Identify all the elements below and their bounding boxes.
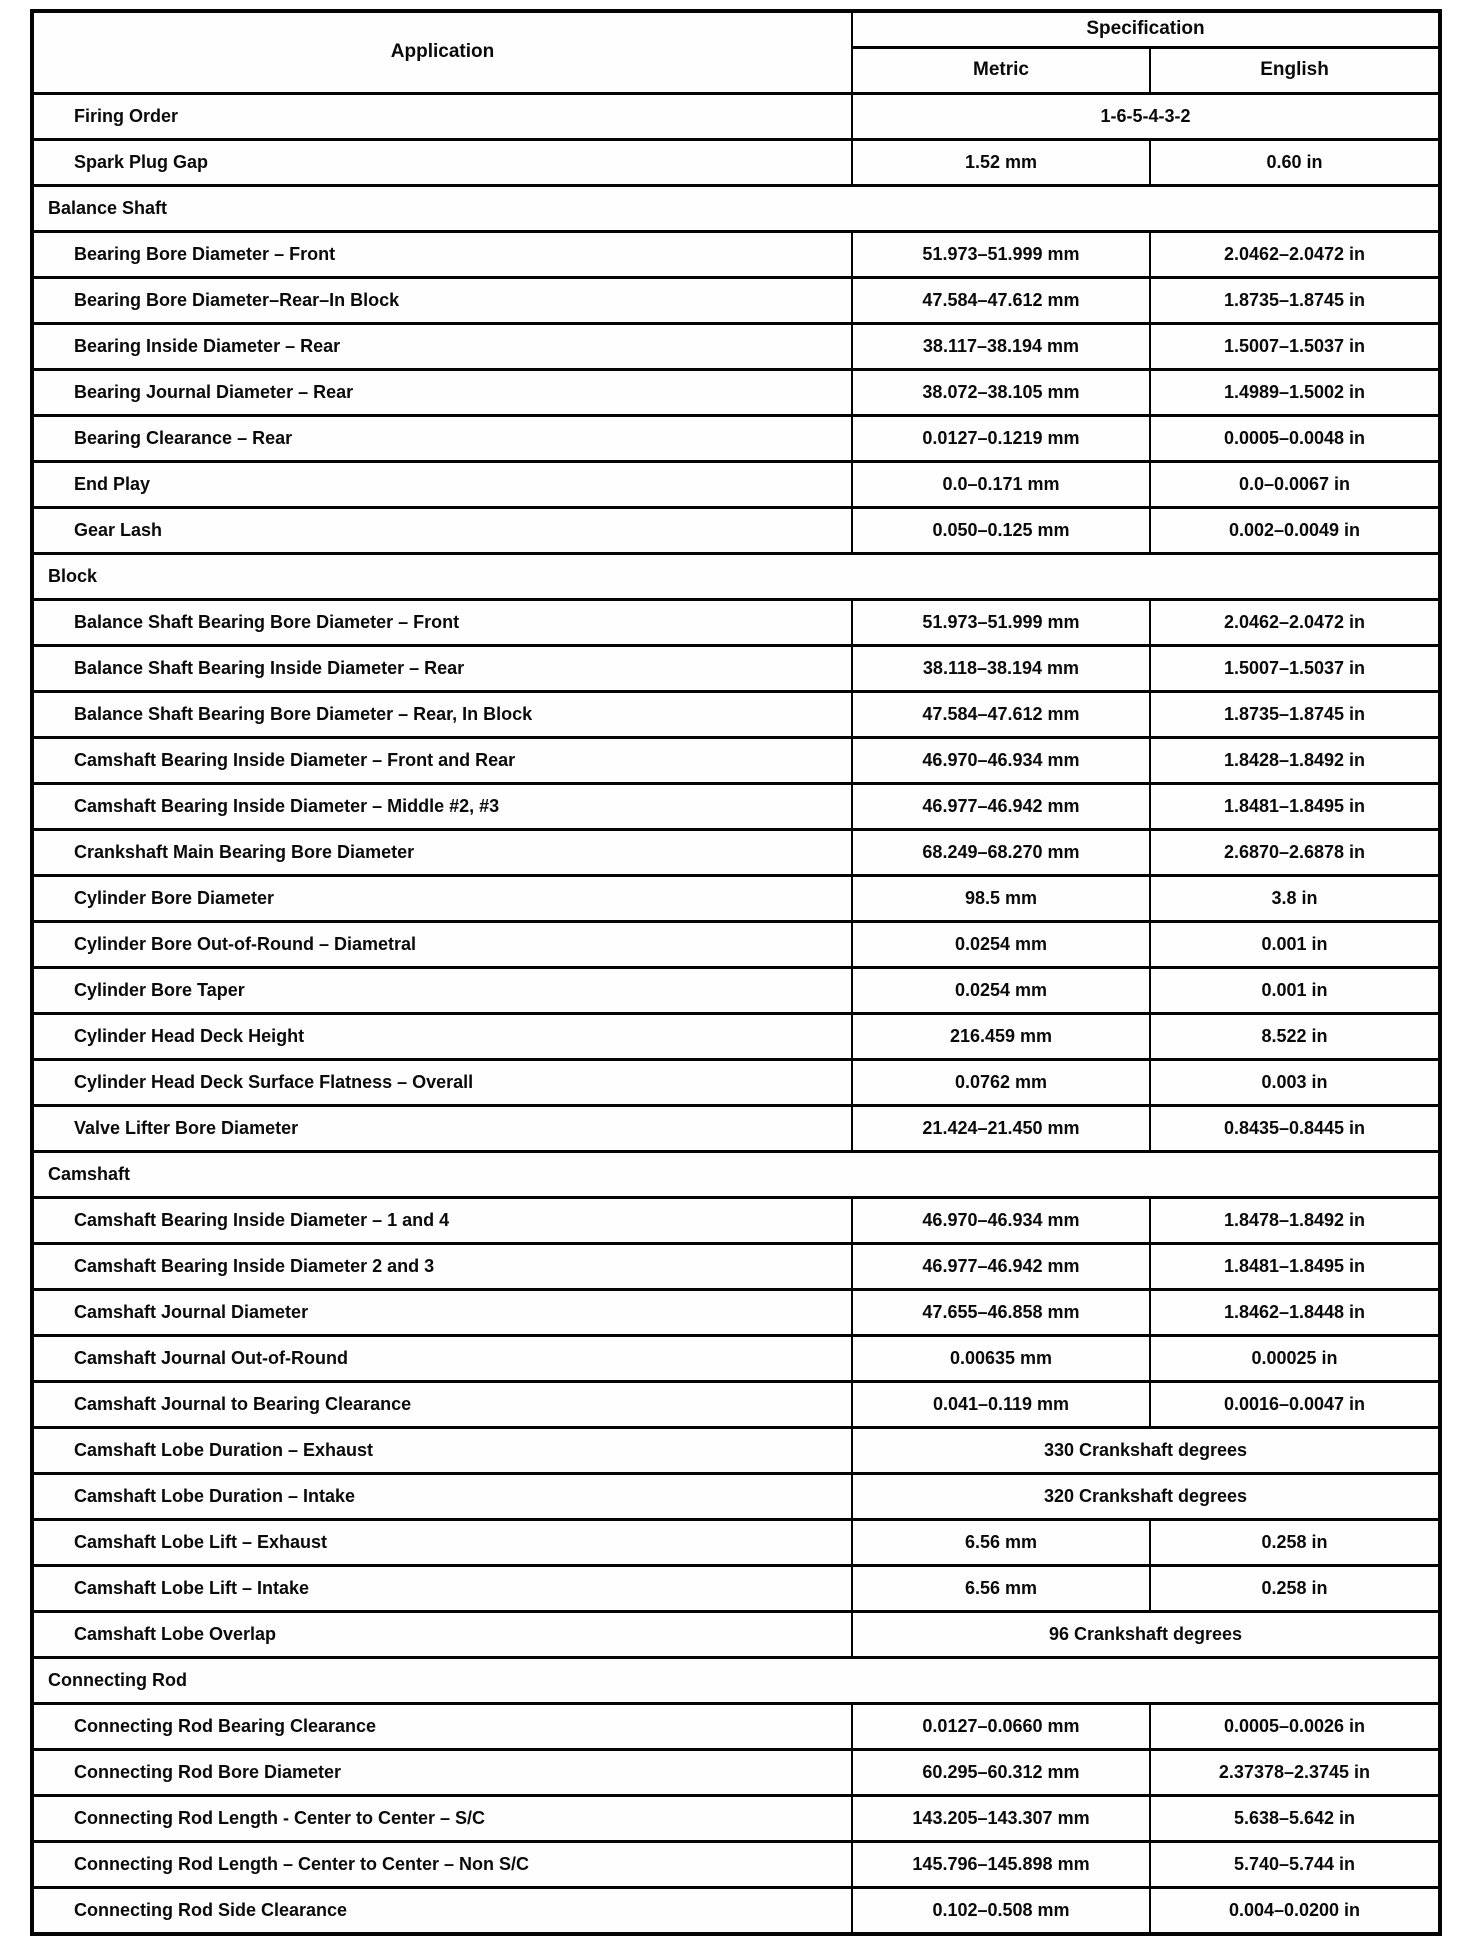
application-cell: Camshaft Bearing Inside Diameter 2 and 3	[32, 1243, 852, 1289]
english-value-cell: 1.8462–1.8448 in	[1150, 1289, 1440, 1335]
section-label: Connecting Rod	[32, 1657, 1440, 1703]
english-value-cell: 1.5007–1.5037 in	[1150, 645, 1440, 691]
table-row	[32, 921, 1440, 967]
specification-span-cell: 320 Crankshaft degrees	[852, 1473, 1440, 1519]
table-row	[32, 1887, 1440, 1934]
metric-value-cell: 0.0254 mm	[852, 967, 1150, 1013]
application-cell: Camshaft Journal to Bearing Clearance	[32, 1381, 852, 1427]
metric-column-header: Metric	[852, 47, 1150, 93]
table-row-spanning	[32, 1473, 1440, 1519]
english-value-cell: 0.0–0.0067 in	[1150, 461, 1440, 507]
section-header-row	[32, 1151, 1440, 1197]
english-value-cell: 0.001 in	[1150, 921, 1440, 967]
engine-specification-table	[30, 9, 1442, 1936]
metric-value-cell: 51.973–51.999 mm	[852, 231, 1150, 277]
table-row	[32, 1795, 1440, 1841]
english-value-cell: 0.0005–0.0048 in	[1150, 415, 1440, 461]
metric-value-cell: 0.050–0.125 mm	[852, 507, 1150, 553]
application-cell: Camshaft Journal Diameter	[32, 1289, 852, 1335]
application-column-header: Application	[32, 11, 852, 93]
english-value-cell: 2.0462–2.0472 in	[1150, 231, 1440, 277]
english-value-cell: 5.638–5.642 in	[1150, 1795, 1440, 1841]
application-cell: Camshaft Lobe Duration – Intake	[32, 1473, 852, 1519]
application-cell: Bearing Journal Diameter – Rear	[32, 369, 852, 415]
metric-value-cell: 38.117–38.194 mm	[852, 323, 1150, 369]
table-row	[32, 369, 1440, 415]
metric-value-cell: 0.041–0.119 mm	[852, 1381, 1150, 1427]
application-cell: Connecting Rod Length - Center to Center – S/C	[32, 1795, 852, 1841]
metric-value-cell: 0.102–0.508 mm	[852, 1887, 1150, 1934]
english-value-cell: 0.001 in	[1150, 967, 1440, 1013]
section-header-row	[32, 1657, 1440, 1703]
table-row	[32, 1197, 1440, 1243]
table-row	[32, 829, 1440, 875]
english-value-cell: 5.740–5.744 in	[1150, 1841, 1440, 1887]
english-value-cell: 1.8735–1.8745 in	[1150, 691, 1440, 737]
metric-value-cell: 46.970–46.934 mm	[852, 1197, 1150, 1243]
application-cell: Spark Plug Gap	[32, 139, 852, 185]
application-cell: Cylinder Bore Taper	[32, 967, 852, 1013]
table-row	[32, 1519, 1440, 1565]
application-cell: Bearing Inside Diameter – Rear	[32, 323, 852, 369]
application-cell: Connecting Rod Bearing Clearance	[32, 1703, 852, 1749]
specification-span-cell: 1-6-5-4-3-2	[852, 93, 1440, 139]
table-row	[32, 1749, 1440, 1795]
metric-value-cell: 51.973–51.999 mm	[852, 599, 1150, 645]
english-value-cell: 1.8478–1.8492 in	[1150, 1197, 1440, 1243]
metric-value-cell: 0.0–0.171 mm	[852, 461, 1150, 507]
table-row	[32, 1105, 1440, 1151]
application-cell: End Play	[32, 461, 852, 507]
application-cell: Camshaft Lobe Lift – Intake	[32, 1565, 852, 1611]
table-row	[32, 1841, 1440, 1887]
application-cell: Crankshaft Main Bearing Bore Diameter	[32, 829, 852, 875]
application-cell: Camshaft Bearing Inside Diameter – 1 and 4	[32, 1197, 852, 1243]
metric-value-cell: 21.424–21.450 mm	[852, 1105, 1150, 1151]
application-cell: Cylinder Head Deck Surface Flatness – Overall	[32, 1059, 852, 1105]
application-cell: Balance Shaft Bearing Bore Diameter – Rear, In Block	[32, 691, 852, 737]
metric-value-cell: 0.00635 mm	[852, 1335, 1150, 1381]
english-value-cell: 0.8435–0.8445 in	[1150, 1105, 1440, 1151]
application-cell: Camshaft Bearing Inside Diameter – Middle #2, #3	[32, 783, 852, 829]
metric-value-cell: 6.56 mm	[852, 1565, 1150, 1611]
metric-value-cell: 47.584–47.612 mm	[852, 277, 1150, 323]
english-value-cell: 1.8735–1.8745 in	[1150, 277, 1440, 323]
application-cell: Camshaft Lobe Duration – Exhaust	[32, 1427, 852, 1473]
metric-value-cell: 38.118–38.194 mm	[852, 645, 1150, 691]
table-row	[32, 645, 1440, 691]
table-row-spanning	[32, 1611, 1440, 1657]
table-row	[32, 875, 1440, 921]
table-row-spanning	[32, 93, 1440, 139]
application-cell: Balance Shaft Bearing Inside Diameter – Rear	[32, 645, 852, 691]
metric-value-cell: 46.977–46.942 mm	[852, 1243, 1150, 1289]
metric-value-cell: 143.205–143.307 mm	[852, 1795, 1150, 1841]
english-column-header: English	[1150, 47, 1440, 93]
metric-value-cell: 46.977–46.942 mm	[852, 783, 1150, 829]
application-cell: Connecting Rod Bore Diameter	[32, 1749, 852, 1795]
section-label: Balance Shaft	[32, 185, 1440, 231]
english-value-cell: 1.8481–1.8495 in	[1150, 1243, 1440, 1289]
application-cell: Cylinder Bore Diameter	[32, 875, 852, 921]
application-cell: Camshaft Journal Out-of-Round	[32, 1335, 852, 1381]
metric-value-cell: 98.5 mm	[852, 875, 1150, 921]
metric-value-cell: 145.796–145.898 mm	[852, 1841, 1150, 1887]
table-row	[32, 691, 1440, 737]
metric-value-cell: 46.970–46.934 mm	[852, 737, 1150, 783]
table-row	[32, 461, 1440, 507]
table-row	[32, 1565, 1440, 1611]
section-label: Block	[32, 553, 1440, 599]
english-value-cell: 2.37378–2.3745 in	[1150, 1749, 1440, 1795]
english-value-cell: 3.8 in	[1150, 875, 1440, 921]
section-label: Camshaft	[32, 1151, 1440, 1197]
table-row	[32, 1059, 1440, 1105]
metric-value-cell: 60.295–60.312 mm	[852, 1749, 1150, 1795]
english-value-cell: 0.003 in	[1150, 1059, 1440, 1105]
english-value-cell: 0.60 in	[1150, 139, 1440, 185]
metric-value-cell: 0.0127–0.1219 mm	[852, 415, 1150, 461]
metric-value-cell: 216.459 mm	[852, 1013, 1150, 1059]
application-cell: Firing Order	[32, 93, 852, 139]
english-value-cell: 0.002–0.0049 in	[1150, 507, 1440, 553]
english-value-cell: 1.8428–1.8492 in	[1150, 737, 1440, 783]
metric-value-cell: 0.0254 mm	[852, 921, 1150, 967]
table-row	[32, 1243, 1440, 1289]
table-row	[32, 1289, 1440, 1335]
english-value-cell: 2.0462–2.0472 in	[1150, 599, 1440, 645]
application-cell: Cylinder Bore Out-of-Round – Diametral	[32, 921, 852, 967]
metric-value-cell: 68.249–68.270 mm	[852, 829, 1150, 875]
english-value-cell: 0.0016–0.0047 in	[1150, 1381, 1440, 1427]
table-row	[32, 415, 1440, 461]
table-row	[32, 599, 1440, 645]
table-body	[32, 93, 1440, 1934]
table-row	[32, 783, 1440, 829]
section-header-row	[32, 553, 1440, 599]
english-value-cell: 0.00025 in	[1150, 1335, 1440, 1381]
english-value-cell: 0.258 in	[1150, 1519, 1440, 1565]
specification-column-header: Specification	[852, 11, 1440, 47]
english-value-cell: 8.522 in	[1150, 1013, 1440, 1059]
application-cell: Camshaft Bearing Inside Diameter – Front and Rear	[32, 737, 852, 783]
metric-value-cell: 47.655–46.858 mm	[852, 1289, 1150, 1335]
table-row	[32, 231, 1440, 277]
english-value-cell: 1.8481–1.8495 in	[1150, 783, 1440, 829]
application-cell: Balance Shaft Bearing Bore Diameter – Front	[32, 599, 852, 645]
header-row-specification	[32, 11, 1440, 47]
english-value-cell: 0.004–0.0200 in	[1150, 1887, 1440, 1934]
table-row	[32, 737, 1440, 783]
metric-value-cell: 1.52 mm	[852, 139, 1150, 185]
application-cell: Valve Lifter Bore Diameter	[32, 1105, 852, 1151]
application-cell: Bearing Bore Diameter–Rear–In Block	[32, 277, 852, 323]
metric-value-cell: 47.584–47.612 mm	[852, 691, 1150, 737]
table-row	[32, 507, 1440, 553]
specification-span-cell: 330 Crankshaft degrees	[852, 1427, 1440, 1473]
application-cell: Connecting Rod Length – Center to Center – Non S/C	[32, 1841, 852, 1887]
table-row	[32, 277, 1440, 323]
specification-span-cell: 96 Crankshaft degrees	[852, 1611, 1440, 1657]
table-row	[32, 1013, 1440, 1059]
metric-value-cell: 6.56 mm	[852, 1519, 1150, 1565]
table-row-spanning	[32, 1427, 1440, 1473]
metric-value-cell: 0.0127–0.0660 mm	[852, 1703, 1150, 1749]
table-header	[32, 11, 1440, 93]
application-cell: Camshaft Lobe Overlap	[32, 1611, 852, 1657]
metric-value-cell: 0.0762 mm	[852, 1059, 1150, 1105]
table-row	[32, 1381, 1440, 1427]
english-value-cell: 1.4989–1.5002 in	[1150, 369, 1440, 415]
application-cell: Connecting Rod Side Clearance	[32, 1887, 852, 1934]
table-row	[32, 1703, 1440, 1749]
metric-value-cell: 38.072–38.105 mm	[852, 369, 1150, 415]
english-value-cell: 0.0005–0.0026 in	[1150, 1703, 1440, 1749]
english-value-cell: 0.258 in	[1150, 1565, 1440, 1611]
application-cell: Bearing Bore Diameter – Front	[32, 231, 852, 277]
english-value-cell: 1.5007–1.5037 in	[1150, 323, 1440, 369]
table-row	[32, 323, 1440, 369]
table-row	[32, 139, 1440, 185]
table-row	[32, 1335, 1440, 1381]
application-cell: Cylinder Head Deck Height	[32, 1013, 852, 1059]
application-cell: Gear Lash	[32, 507, 852, 553]
application-cell: Bearing Clearance – Rear	[32, 415, 852, 461]
section-header-row	[32, 185, 1440, 231]
table-row	[32, 967, 1440, 1013]
english-value-cell: 2.6870–2.6878 in	[1150, 829, 1440, 875]
application-cell: Camshaft Lobe Lift – Exhaust	[32, 1519, 852, 1565]
